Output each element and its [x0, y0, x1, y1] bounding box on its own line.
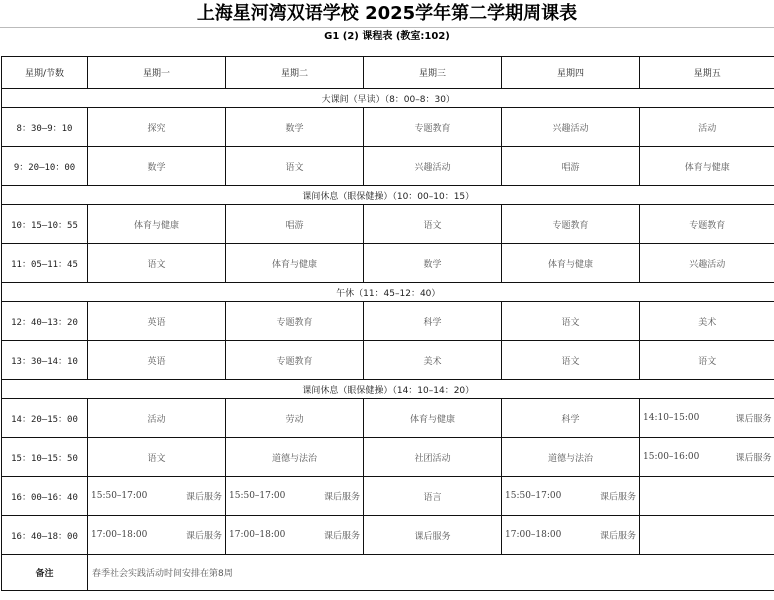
class-cell: 美术 — [640, 302, 774, 341]
class-cell: 语文 — [640, 341, 774, 380]
class-cell: 探究 — [88, 108, 226, 147]
class-cell: 数学 — [364, 244, 502, 283]
table-row — [2, 147, 774, 186]
class-cell: 体育与健康 — [88, 205, 226, 244]
table-row — [2, 399, 774, 438]
header-fri: 星期五 — [640, 57, 774, 89]
class-cell: 语文 — [502, 302, 640, 341]
class-cell: 语文 — [364, 205, 502, 244]
page-title: 上海星河湾双语学校 2025学年第二学期周课表 — [0, 0, 774, 28]
after-school-label: 课后服务 — [323, 492, 360, 503]
class-cell: 社团活动 — [364, 438, 502, 477]
after-school-label: 课后服务 — [735, 453, 772, 464]
period-time: 13：30–14：10 — [2, 341, 88, 380]
break-rest-1: 课间休息（眼保健操）（10：00–10：15） — [2, 186, 774, 205]
table-row — [2, 438, 774, 477]
class-cell: 科学 — [364, 302, 502, 341]
period-time: 12：40–13：20 — [2, 302, 88, 341]
period-time: 10：15–10：55 — [2, 205, 88, 244]
class-cell: 英语 — [88, 341, 226, 380]
period-time: 16：40–18：00 — [2, 516, 88, 555]
class-cell: 专题教育 — [226, 302, 364, 341]
period-time: 11：05–11：45 — [2, 244, 88, 283]
after-school-cell — [88, 516, 226, 555]
notes-text: 春季社会实践活动时间安排在第8周 — [88, 555, 774, 591]
class-cell: 科学 — [502, 399, 640, 438]
class-cell: 语文 — [226, 147, 364, 186]
class-cell: 体育与健康 — [640, 147, 774, 186]
class-cell: 活动 — [88, 399, 226, 438]
notes-row — [2, 555, 774, 591]
class-cell: 专题教育 — [226, 341, 364, 380]
after-school-cell — [502, 477, 640, 516]
after-school-time: 15:50–17:00 — [229, 491, 286, 501]
class-cell: 语言 — [364, 477, 502, 516]
period-time: 8：30–9：10 — [2, 108, 88, 147]
empty-cell — [640, 516, 774, 555]
class-cell: 体育与健康 — [364, 399, 502, 438]
after-school-label: 课后服务 — [735, 414, 772, 425]
break-morning: 大课间（早读）（8：00–8：30） — [2, 89, 774, 108]
header-period: 星期/节数 — [2, 57, 88, 89]
class-cell: 劳动 — [226, 399, 364, 438]
table-row — [2, 302, 774, 341]
class-cell: 课后服务 — [364, 516, 502, 555]
class-cell: 语文 — [88, 244, 226, 283]
class-cell: 道德与法治 — [502, 438, 640, 477]
after-school-time: 15:00–16:00 — [643, 452, 700, 462]
period-time: 14：20–15：00 — [2, 399, 88, 438]
table-row — [2, 244, 774, 283]
header-thu: 星期四 — [502, 57, 640, 89]
class-cell: 专题教育 — [502, 205, 640, 244]
after-school-cell — [640, 399, 774, 438]
class-cell: 专题教育 — [364, 108, 502, 147]
after-school-time: 17:00–18:00 — [505, 530, 562, 540]
header-tue: 星期二 — [226, 57, 364, 89]
class-cell: 活动 — [640, 108, 774, 147]
class-cell: 道德与法治 — [226, 438, 364, 477]
after-school-cell — [226, 516, 364, 555]
class-cell: 专题教育 — [640, 205, 774, 244]
after-school-time: 17:00–18:00 — [229, 530, 286, 540]
class-cell: 英语 — [88, 302, 226, 341]
class-subtitle: G1 (2) 课程表 (教室:102) — [324, 31, 450, 42]
class-cell: 唱游 — [226, 205, 364, 244]
class-cell: 数学 — [226, 108, 364, 147]
table-row — [2, 108, 774, 147]
after-school-label: 课后服务 — [599, 531, 636, 542]
class-cell: 唱游 — [502, 147, 640, 186]
class-cell: 兴趣活动 — [502, 108, 640, 147]
table-row — [2, 205, 774, 244]
class-cell: 体育与健康 — [226, 244, 364, 283]
after-school-time: 15:50–17:00 — [505, 491, 562, 501]
class-cell: 兴趣活动 — [364, 147, 502, 186]
header-mon: 星期一 — [88, 57, 226, 89]
break-lunch: 午休（11：45–12：40） — [2, 283, 774, 302]
table-row — [2, 477, 774, 516]
timetable — [1, 56, 774, 591]
period-time: 16：00–16：40 — [2, 477, 88, 516]
after-school-label: 课后服务 — [185, 492, 222, 503]
after-school-cell — [502, 516, 640, 555]
period-time: 9：20–10：00 — [2, 147, 88, 186]
after-school-cell — [226, 477, 364, 516]
period-time: 15：10–15：50 — [2, 438, 88, 477]
class-cell: 语文 — [502, 341, 640, 380]
class-cell: 美术 — [364, 341, 502, 380]
after-school-time: 17:00–18:00 — [91, 530, 148, 540]
class-cell: 语文 — [88, 438, 226, 477]
notes-label: 备注 — [2, 555, 88, 591]
header-row — [2, 57, 774, 89]
after-school-time: 15:50–17:00 — [91, 491, 148, 501]
class-cell: 兴趣活动 — [640, 244, 774, 283]
empty-cell — [640, 477, 774, 516]
header-wed: 星期三 — [364, 57, 502, 89]
after-school-label: 课后服务 — [185, 531, 222, 542]
after-school-cell — [88, 477, 226, 516]
table-row — [2, 516, 774, 555]
class-cell: 数学 — [88, 147, 226, 186]
class-cell: 体育与健康 — [502, 244, 640, 283]
after-school-cell — [640, 438, 774, 477]
after-school-time: 14:10–15:00 — [643, 413, 700, 423]
break-rest-2: 课间休息（眼保健操）（14：10–14：20） — [2, 380, 774, 399]
after-school-label: 课后服务 — [323, 531, 360, 542]
after-school-label: 课后服务 — [599, 492, 636, 503]
table-row — [2, 341, 774, 380]
